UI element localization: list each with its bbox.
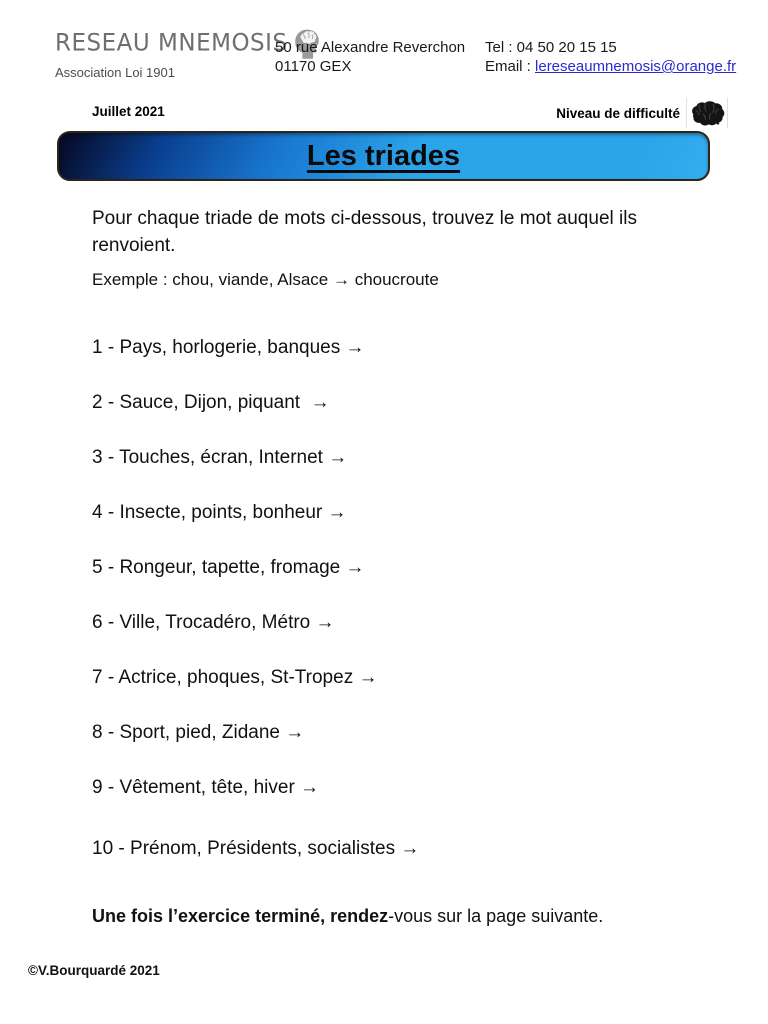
- email-line: [485, 57, 736, 76]
- triad-item-9: 9 - Vêtement, tête, hiver →: [92, 777, 320, 798]
- logo-text: RESEAU MNEMOSIS: [55, 29, 288, 57]
- triad-item-1: 1 - Pays, horlogerie, banques →: [92, 337, 365, 358]
- difficulty-indicator: [556, 96, 728, 130]
- triad-item-3: 3 - Touches, écran, Internet →: [92, 447, 348, 468]
- closing-text: [92, 906, 692, 927]
- triad-item-6: 6 - Ville, Trocadéro, Métro →: [92, 612, 335, 633]
- address-line-2: 01170 GEX: [275, 58, 352, 75]
- phone-number: Tel : 04 50 20 15 15: [485, 39, 617, 56]
- logo-subtitle: Association Loi 1901: [55, 65, 175, 80]
- title-banner: [57, 131, 710, 181]
- date-label: Juillet 2021: [92, 104, 165, 119]
- instruction-text: Pour chaque triade de mots ci-dessous, trouvez le mot auquel ils renvoient.: [92, 208, 637, 256]
- closing-text-bold: Une fois l’exercice terminé, rendez: [92, 906, 389, 926]
- page-title: Les triades: [306, 139, 461, 172]
- triad-item-7: 7 - Actrice, phoques, St-Tropez →: [92, 667, 378, 688]
- address-block: [275, 38, 465, 76]
- triad-item-8: 8 - Sport, pied, Zidane →: [92, 722, 305, 743]
- email-link[interactable]: lereseaumnemosis@orange.fr: [535, 58, 737, 75]
- copyright: ©V.Bourquardé 2021: [28, 963, 160, 978]
- triad-item-10: 10 - Prénom, Présidents, socialistes →: [92, 838, 420, 859]
- difficulty-brain-icon: [686, 98, 728, 128]
- email-label: Email :: [485, 58, 536, 75]
- triad-list: [92, 337, 692, 860]
- header: [0, 0, 768, 100]
- example-text: Exemple : chou, viande, Alsace → choucroute: [92, 270, 439, 289]
- closing-text-regular: -vous sur la page suivante.: [388, 906, 604, 926]
- main-content: [92, 205, 692, 927]
- triad-item-5: 5 - Rongeur, tapette, fromage →: [92, 557, 365, 578]
- triad-item-4: 4 - Insecte, points, bonheur →: [92, 502, 347, 523]
- triad-item-2: 2 - Sauce, Dijon, piquant →: [92, 392, 330, 413]
- difficulty-label: Niveau de difficulté: [556, 105, 680, 121]
- meta-row: [0, 96, 768, 130]
- contact-block: [485, 38, 736, 76]
- address-line-1: 50 rue Alexandre Reverchon: [275, 39, 466, 56]
